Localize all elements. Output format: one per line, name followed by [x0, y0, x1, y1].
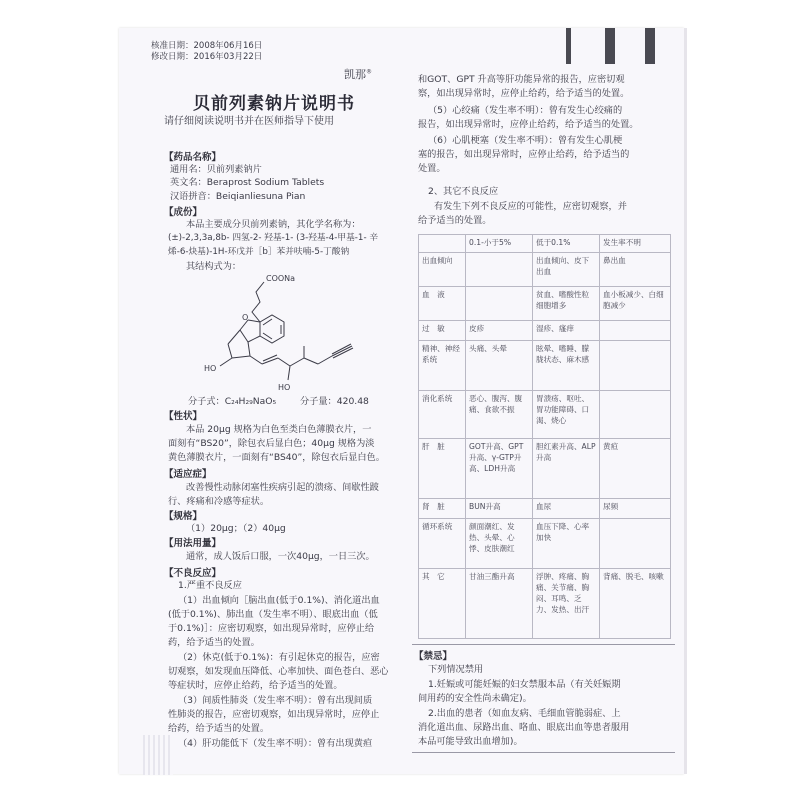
table-cell: GOT升高、GPT升高、γ-GTP升高、LDH升高	[466, 439, 533, 499]
table-cell: BUN升高	[466, 499, 533, 519]
indication-text: 改善慢性动脉闭塞性疾病引起的溃疡、间歇性跛	[186, 482, 379, 493]
table-cell: 其 它	[419, 569, 466, 639]
adverse-text: 给药，给予适当的处置。	[168, 723, 270, 734]
table-cell: 出血倾向、皮下出血	[533, 253, 600, 287]
pinyin-name: 汉语拼音：Beiqianliesuna Pian	[170, 191, 306, 202]
section-spec: 【规格】	[164, 511, 203, 522]
approval-date: 核准日期：2008年06月16日	[151, 41, 263, 51]
table-cell: 过 敏	[419, 321, 466, 341]
table-row	[419, 499, 671, 519]
table-header-cell: 低于0.1%	[533, 235, 600, 253]
table-cell: 浮肿、疼痛、胸痛、关节痛、胸闷、耳鸣、乏力、发热、出汗	[533, 569, 600, 639]
struct-ho: HO	[278, 383, 291, 392]
table-cell: 头痛、头晕	[466, 341, 533, 391]
brand-name: 凯那®	[344, 68, 372, 81]
adverse-text: 处置。	[418, 163, 446, 174]
table-header-row	[419, 235, 671, 253]
severe-adverse-head: 1.严重不良反应	[178, 580, 242, 591]
adverse-text: (低于0.1%)、肺出血（发生率不明）、眼底出血（低	[168, 609, 378, 620]
table-cell: 血尿	[533, 499, 600, 519]
adverse-text: （3）间质性肺炎（发生率不明）：曾有出现间质	[178, 695, 373, 706]
other-adverse-text: 有发生下列不良反应的可能性，应密切观察，并	[434, 201, 627, 212]
adverse-text: 报告，如出现异常时，应停止给药，给予适当的处置。	[418, 119, 639, 130]
adverse-text: 和GOT、GPT 升高等肝功能异常的报告，应密切观	[418, 74, 625, 85]
properties-text: 本品 20μg 规格为白色至类白色薄膜衣片，一	[186, 424, 372, 435]
table-cell: 颜面潮红、发热、头晕、心悸、皮肤潮红	[466, 519, 533, 569]
spec-text: （1）20μg；（2）40μg	[186, 523, 286, 534]
table-cell: 湿疹、瘙痒	[533, 321, 600, 341]
section-properties: 【性状】	[164, 411, 203, 422]
table-cell: 血小板减少、白细胞减少	[600, 287, 671, 321]
table-row	[419, 391, 671, 439]
generic-name: 通用名：贝前列素钠片	[170, 164, 262, 175]
table-row	[419, 519, 671, 569]
composition-text: (±)-2,3,3a,8b- 四氢-2- 羟基-1- (3-羟基-4-甲基-1- 辛	[168, 233, 379, 243]
table-row	[419, 569, 671, 639]
table-cell	[600, 341, 671, 391]
table-cell: 甘油三酯升高	[466, 569, 533, 639]
indication-text: 行、疼痛和冷感等症状。	[168, 496, 270, 507]
table-cell	[600, 391, 671, 439]
adverse-reaction-table	[418, 234, 671, 639]
adverse-text: 塞的报告，如出现异常时，应停止给药，给予适当的	[418, 149, 630, 160]
adverse-text: （5）心绞痛（发生率不明）：曾有发生心绞痛的	[428, 105, 623, 116]
table-cell: 尿频	[600, 499, 671, 519]
print-mark	[566, 28, 571, 64]
print-mark	[605, 28, 615, 64]
table-row	[419, 439, 671, 499]
table-header-cell: 0.1-小于5%	[466, 235, 533, 253]
adverse-text: 察，如出现异常时，应停止给药，给予适当的处置。	[418, 88, 630, 99]
structure-label: 其结构式为：	[186, 261, 242, 272]
structural-formula	[190, 270, 370, 395]
adverse-text: 性肺炎的报告，应密切观察，如出现异常时，应停止	[168, 709, 380, 720]
edge-stripes	[143, 735, 173, 775]
contra-text: 消化道出血、尿路出血、咯血、眼底出血等患者服用	[418, 722, 630, 733]
struct-ho: HO	[204, 364, 217, 373]
struct-coona: COONa	[266, 274, 296, 283]
composition-text: 本品主要成分贝前列素钠，其化学名称为：	[186, 219, 361, 230]
table-cell: 血 液	[419, 287, 466, 321]
table-cell: 贫血、嗜酸性粒细胞增多	[533, 287, 600, 321]
table-cell: 鼻出血	[600, 253, 671, 287]
section-composition: 【成份】	[164, 207, 203, 218]
other-adverse-text: 给予适当的处置。	[418, 215, 492, 226]
adverse-text: 药，给予适当的处置。	[168, 637, 260, 648]
svg-text:O: O	[242, 313, 249, 322]
table-cell: 皮疹	[466, 321, 533, 341]
print-mark	[645, 28, 655, 64]
adverse-text: 切观察，如发现血压降低、心率加快、面色苍白、恶心	[168, 666, 389, 677]
table-cell: 胃溃疡、呕吐、胃功能障碍、口渴、烧心	[533, 391, 600, 439]
table-row	[419, 253, 671, 287]
adverse-text: 于0.1%)］：应密切观察，如出现异常时，应停止给	[168, 623, 375, 634]
molecular-weight: 分子量：420.48	[300, 396, 369, 407]
other-adverse-head: 2、其它不良反应	[428, 186, 499, 197]
table-cell: 黄疸	[600, 439, 671, 499]
contra-text: 下列情况禁用	[428, 664, 484, 675]
properties-text: 面刻有“BS20”，除包衣后显白色；40μg 规格为淡	[168, 438, 375, 449]
contra-text: 间用药的安全性尚未确定)。	[418, 693, 532, 704]
section-drug-name: 【药品名称】	[164, 152, 222, 163]
table-cell	[466, 287, 533, 321]
divider	[412, 752, 675, 753]
table-row	[419, 321, 671, 341]
adverse-text: （2）休克(低于0.1%)：有引起休克的报告，应密	[178, 652, 380, 663]
contra-text: 本品可能导致出血增加)。	[418, 736, 523, 747]
usage-warning: 请仔细阅读说明书并在医师指导下使用	[164, 116, 334, 127]
contra-text: 2.出血的患者（如血友病、毛细血管脆弱症、上	[428, 708, 621, 719]
table-cell	[600, 519, 671, 569]
table-row	[419, 287, 671, 321]
section-usage: 【用法用量】	[164, 538, 222, 549]
adverse-text: （4）肝功能低下（发生率不明）：曾有出现黄疸	[178, 738, 373, 749]
usage-text: 通常，成人饭后口服，一次40μg，一日三次。	[186, 551, 375, 562]
table-header-cell	[419, 235, 466, 253]
sheet-edge	[684, 28, 687, 774]
adverse-text: （1）出血倾向［脑出血(低于0.1%)、消化道出血	[178, 595, 380, 606]
table-cell: 恶心、腹泻、腹痛、食欲不振	[466, 391, 533, 439]
composition-text: 烯-6-炔基)-1H-环戊并［b］苯并呋喃-5-丁酸钠	[168, 247, 350, 257]
document-title: 贝前列素钠片说明书	[193, 94, 355, 114]
table-header-cell: 发生率不明	[600, 235, 671, 253]
table-cell: 出血倾向	[419, 253, 466, 287]
table-cell	[466, 253, 533, 287]
section-indication: 【适应症】	[164, 469, 212, 480]
english-name: 英文名：Beraprost Sodium Tablets	[170, 177, 325, 188]
revision-date: 修改日期：2016年03月22日	[151, 52, 263, 62]
properties-text: 黄色薄膜衣片，一面刻有“BS40”，除包衣后显白色。	[168, 452, 385, 463]
molecular-formula: 分子式：C₂₄H₂₉NaO₅	[188, 396, 277, 407]
table-cell: 血压下降、心率加快	[533, 519, 600, 569]
section-contraindications: 【禁忌】	[414, 651, 453, 662]
table-cell	[600, 321, 671, 341]
table-cell: 肾 脏	[419, 499, 466, 519]
divider	[412, 644, 675, 645]
table-cell: 消化系统	[419, 391, 466, 439]
table-cell: 胆红素升高、ALP升高	[533, 439, 600, 499]
table-cell: 循环系统	[419, 519, 466, 569]
section-adverse: 【不良反应】	[164, 568, 222, 579]
table-cell: 肝 脏	[419, 439, 466, 499]
adverse-text: （6）心肌梗塞（发生率不明）：曾有发生心肌梗	[428, 135, 623, 146]
contra-text: 1.妊娠或可能妊娠的妇女禁服本品（有关妊娠期	[428, 679, 621, 690]
adverse-text: 等症状时，应停止给药，给予适当的处置。	[168, 680, 343, 691]
table-cell: 背痛、脱毛、咳嗽	[600, 569, 671, 639]
table-row	[419, 341, 671, 391]
table-cell: 眩晕、嗜睡、朦胧状态、麻木感	[533, 341, 600, 391]
table-cell: 精神、神经系统	[419, 341, 466, 391]
